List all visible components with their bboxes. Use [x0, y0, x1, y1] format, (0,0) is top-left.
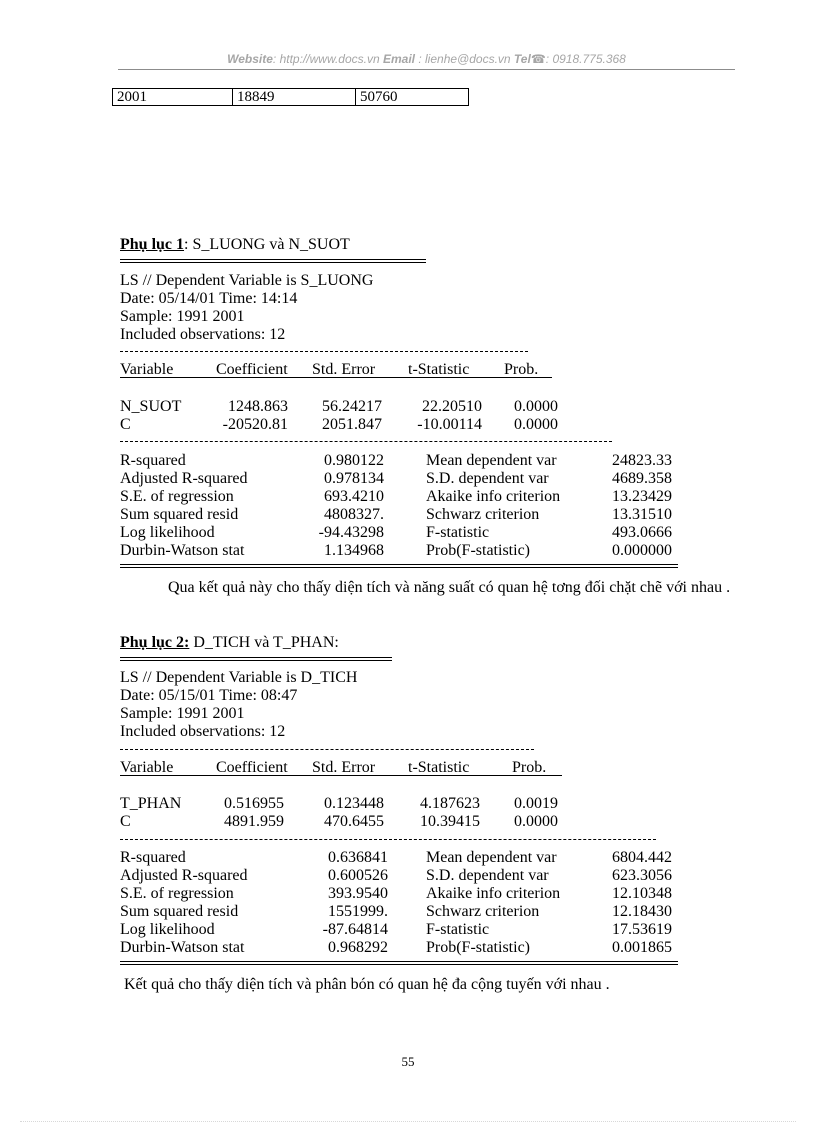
stat-label: Schwarz criterion — [426, 903, 540, 920]
stat-label: Adjusted R-squared — [120, 867, 248, 884]
tel-label: Tel — [513, 52, 531, 66]
coef-t-statistic: 22.20510 — [422, 398, 482, 415]
col-header-t-statistic: t-Statistic — [408, 361, 470, 378]
page-number: 55 — [401, 1054, 415, 1069]
stat-value: 693.4210 — [324, 488, 384, 505]
stat-value: 17.53619 — [612, 921, 672, 938]
stat-label: S.D. dependent var — [426, 867, 549, 884]
data-table-fragment — [112, 88, 469, 106]
website-value: : http://www.docs.vn — [272, 52, 380, 66]
appendix-1-conclusion: Qua kết quả này cho thấy diện tích và năng suất có quan hệ tơng đối chặt chẽ với nhau . — [168, 579, 731, 596]
stat-label: Schwarz criterion — [426, 506, 540, 523]
coef-coefficient: 4891.959 — [224, 813, 284, 830]
appendix-1-heading — [120, 236, 350, 254]
sample-line: Sample: 1991 2001 — [120, 308, 245, 325]
stat-label: R-squared — [120, 452, 186, 469]
stat-label: Durbin-Watson stat — [120, 542, 245, 559]
double-rule — [120, 961, 678, 965]
coef-t-statistic: 4.187623 — [420, 795, 480, 812]
coef-prob: 0.0000 — [514, 398, 558, 415]
coef-std-error: 0.123448 — [324, 795, 384, 812]
appendix-1-title: : S_LUONG và N_SUOT — [184, 236, 350, 253]
double-rule — [120, 259, 426, 263]
stat-label: Adjusted R-squared — [120, 470, 248, 487]
footer-dotted-line — [20, 1121, 796, 1122]
observations-line: Included observations: 12 — [120, 723, 286, 740]
stat-label: Sum squared resid — [120, 506, 239, 523]
stat-value: 0.978134 — [324, 470, 384, 487]
col-header-variable: Variable — [120, 759, 174, 776]
col-header-std-error: Std. Error — [312, 759, 376, 776]
stat-label: Log likelihood — [120, 921, 215, 938]
stat-label: S.E. of regression — [120, 488, 234, 505]
stat-label: S.D. dependent var — [426, 470, 549, 487]
stat-value: 4808327. — [324, 506, 384, 523]
col-header-coefficient: Coefficient — [216, 759, 288, 776]
table-cell-year: 2001 — [113, 89, 233, 106]
tel-value: ☎: 0918.775.368 — [530, 52, 626, 66]
appendix-2-title: D_TICH và T_PHAN: — [189, 634, 339, 651]
header-divider — [118, 69, 735, 70]
stat-label: Durbin-Watson stat — [120, 939, 245, 956]
table-cell-value-2: 50760 — [356, 89, 469, 106]
stat-label: Prob(F-statistic) — [426, 542, 530, 559]
coef-prob: 0.0000 — [514, 813, 558, 830]
stat-value: 1551999. — [328, 903, 388, 920]
stat-label: Mean dependent var — [426, 849, 557, 866]
appendix-2-heading — [120, 634, 339, 652]
stat-label: Akaike info criterion — [426, 885, 561, 902]
col-header-prob: Prob. — [512, 759, 547, 776]
dependent-variable-line: LS // Dependent Variable is D_TICH — [120, 669, 358, 686]
dashed-rule — [120, 441, 612, 442]
stat-label: Akaike info criterion — [426, 488, 561, 505]
dependent-variable-line: LS // Dependent Variable is S_LUONG — [120, 272, 374, 289]
appendix-2-label: Phụ lục 2: — [120, 634, 190, 651]
col-header-std-error: Std. Error — [312, 361, 376, 378]
stat-label: Sum squared resid — [120, 903, 239, 920]
appendix-2-conclusion: Kết quả cho thấy diện tích và phân bón có quan hệ đa cộng tuyến với nhau . — [124, 976, 610, 993]
email-value: : lienhe@docs.vn — [418, 52, 511, 66]
coef-std-error: 2051.847 — [322, 416, 382, 433]
dashed-rule — [120, 839, 656, 840]
page-header — [118, 52, 735, 70]
col-header-t-statistic: t-Statistic — [408, 759, 470, 776]
website-label: Website — [227, 52, 273, 66]
coef-prob: 0.0000 — [514, 416, 558, 433]
coef-variable: N_SUOT — [120, 398, 182, 415]
coef-t-statistic: 10.39415 — [420, 813, 480, 830]
stat-label: F-statistic — [426, 524, 490, 541]
coef-std-error: 56.24217 — [322, 398, 382, 415]
stat-value: 0.000000 — [612, 542, 672, 559]
stat-value: 0.001865 — [612, 939, 672, 956]
date-line: Date: 05/14/01 Time: 14:14 — [120, 290, 298, 307]
table-row — [113, 89, 469, 106]
stat-value: 12.18430 — [612, 903, 672, 920]
stat-value: 0.600526 — [328, 867, 388, 884]
stat-value: 0.980122 — [324, 452, 384, 469]
stat-label: Prob(F-statistic) — [426, 939, 530, 956]
stat-value: -87.64814 — [322, 921, 388, 938]
table-cell-value-1: 18849 — [233, 89, 356, 106]
stat-value: 24823.33 — [612, 452, 672, 469]
stat-value: 493.0666 — [612, 524, 672, 541]
coef-t-statistic: -10.00114 — [417, 416, 482, 433]
date-line: Date: 05/15/01 Time: 08:47 — [120, 687, 298, 704]
coef-variable: C — [120, 416, 131, 433]
email-label: Email — [382, 52, 415, 66]
stat-value: 12.10348 — [612, 885, 672, 902]
appendix-1-label: Phụ lục 1 — [120, 236, 185, 253]
coef-coefficient: 1248.863 — [228, 398, 288, 415]
header-underline — [120, 775, 562, 776]
double-rule — [120, 564, 678, 568]
col-header-variable: Variable — [120, 361, 174, 378]
stat-label: Log likelihood — [120, 524, 215, 541]
stat-value: 13.23429 — [612, 488, 672, 505]
coef-prob: 0.0019 — [514, 795, 558, 812]
coef-variable: T_PHAN — [120, 795, 182, 812]
stat-label: Mean dependent var — [426, 452, 557, 469]
stat-value: 623.3056 — [612, 867, 672, 884]
coef-coefficient: 0.516955 — [224, 795, 284, 812]
coef-coefficient: -20520.81 — [222, 416, 288, 433]
double-rule — [120, 657, 392, 661]
coef-std-error: 470.6455 — [324, 813, 384, 830]
col-header-prob: Prob. — [504, 361, 539, 378]
coef-variable: C — [120, 813, 131, 830]
col-header-coefficient: Coefficient — [216, 361, 288, 378]
stat-value: 13.31510 — [612, 506, 672, 523]
stat-value: 6804.442 — [612, 849, 672, 866]
stat-value: 1.134968 — [324, 542, 384, 559]
observations-line: Included observations: 12 — [120, 326, 286, 343]
stat-value: 0.968292 — [328, 939, 388, 956]
stat-label: F-statistic — [426, 921, 490, 938]
stat-label: R-squared — [120, 849, 186, 866]
dashed-rule — [120, 351, 528, 352]
stat-value: -94.43298 — [318, 524, 384, 541]
stat-value: 0.636841 — [328, 849, 388, 866]
stat-label: S.E. of regression — [120, 885, 234, 902]
dashed-rule — [120, 749, 534, 750]
stat-value: 4689.358 — [612, 470, 672, 487]
stat-value: 393.9540 — [328, 885, 388, 902]
header-underline — [120, 377, 552, 378]
sample-line: Sample: 1991 2001 — [120, 705, 245, 722]
